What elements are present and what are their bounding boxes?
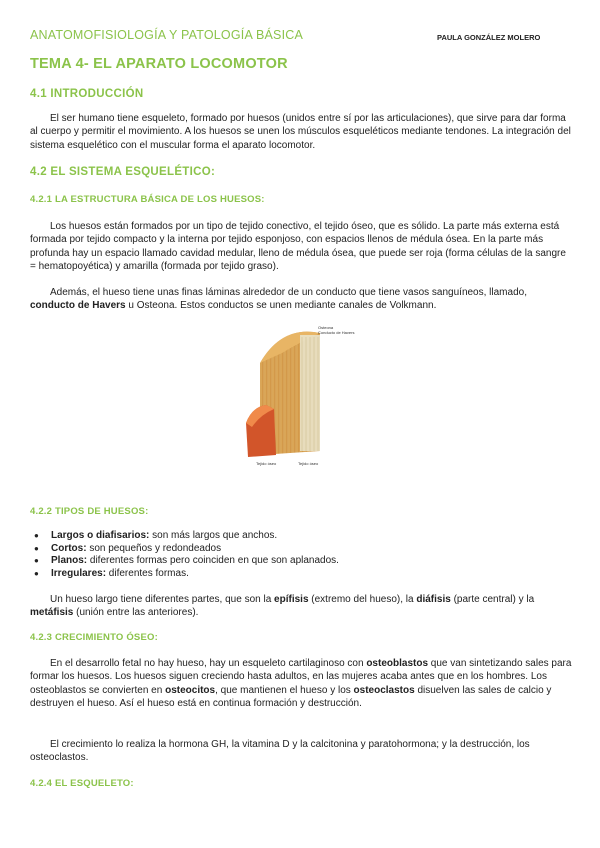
- unit-title: TEMA 4- EL APARATO LOCOMOTOR: [30, 56, 288, 72]
- heading-estructura-huesos: 4.2.1 LA ESTRUCTURA BÁSICA DE LOS HUESOS:: [30, 194, 265, 205]
- long-bone-parts-paragraph: Un hueso largo tiene diferentes partes, que son la epífisis (extremo del hueso), la diáfisis (parte central) y la metáfisis (unión entre las anteriores).: [30, 594, 535, 619]
- havers-text-1: Además, el hueso tiene unas finas láminas alrededor de un conducto que tiene vasos sanguíneos, llamado,: [50, 287, 527, 298]
- havers-text-2: u Osteona. Estos conductos se unen mediante canales de Volkmann.: [125, 300, 437, 312]
- label-bottom-right: Tejido óseo: [298, 461, 319, 466]
- growth-paragraph-1: En el desarrollo fetal no hay hueso, hay un esqueleto cartilaginoso con osteoblastos que van sintetizando sales para formar los huesos. Los huesos siguen creciendo hasta adultos, en las mujeres acaba antes que en los hombres. Los osteoblastos se convierten en osteocitos, que mantienen el hueso y los osteoclastos disuelven las sales de calcio y destruyen el hueso. Así el hueso está en continua formación y destrucción.: [30, 658, 572, 710]
- label-havers: Conducto de Havers: [318, 330, 355, 335]
- label-osteona: Osteona: [318, 325, 334, 330]
- heading-crecimiento-oseo: 4.2.3 CRECIMIENTO ÓSEO:: [30, 632, 158, 643]
- havers-term: conducto de Havers: [30, 300, 126, 312]
- intro-paragraph: El ser humano tiene esqueleto, formado por huesos (unidos entre sí por las articulaciones), que sirve para dar forma al cuerpo y permitir el movimiento. A los huesos se unen los músculos esqueléticos mediante tendones. La integración del sistema esquelético con el muscular forma el aparato locomotor.: [30, 113, 571, 151]
- course-title: ANATOMOFISIOLOGÍA Y PATOLOGÍA BÁSICA: [30, 28, 304, 42]
- heading-sistema-esqueletico: 4.2 EL SISTEMA ESQUELÉTICO:: [30, 166, 216, 178]
- author-name: PAULA GONZÁLEZ MOLERO: [437, 33, 541, 42]
- list-item: ● Largos o diafisarios: son más largos que anchos.: [34, 530, 339, 543]
- label-bottom-left: Tejido óseo: [256, 461, 277, 466]
- heading-introduccion: 4.1 INTRODUCCIÓN: [30, 88, 144, 100]
- structure-paragraph: Los huesos están formados por un tipo de tejido conectivo, el tejido óseo, que es sólido. La parte más externa está formada por tejido compacto y la interna por tejido esponjoso, con espacios llenos de médula ósea. En la parte más profunda hay un espacio llamado cavidad medular, lleno de médula ósea, que puede ser roja (forma células de la sangre = hematopoyética) y amarilla (formada por tejido graso).: [30, 221, 566, 273]
- list-item: ● Irregulares: diferentes formas.: [34, 568, 339, 581]
- growth-paragraph-2: El crecimiento lo realiza la hormona GH, la vitamina D y la calcitonina y paratohormona; y la destrucción, los osteoclastos.: [30, 739, 530, 764]
- heading-esqueleto: 4.2.4 EL ESQUELETO:: [30, 778, 134, 789]
- heading-tipos-huesos: 4.2.2 TIPOS DE HUESOS:: [30, 506, 149, 517]
- list-item: ● Planos: diferentes formas pero coinciden en que son aplanados.: [34, 555, 339, 568]
- havers-paragraph: [30, 286, 574, 313]
- bone-structure-illustration: [242, 323, 355, 469]
- list-item: ● Cortos: son pequeños y redondeados: [34, 543, 339, 556]
- bone-types-list: [34, 530, 339, 580]
